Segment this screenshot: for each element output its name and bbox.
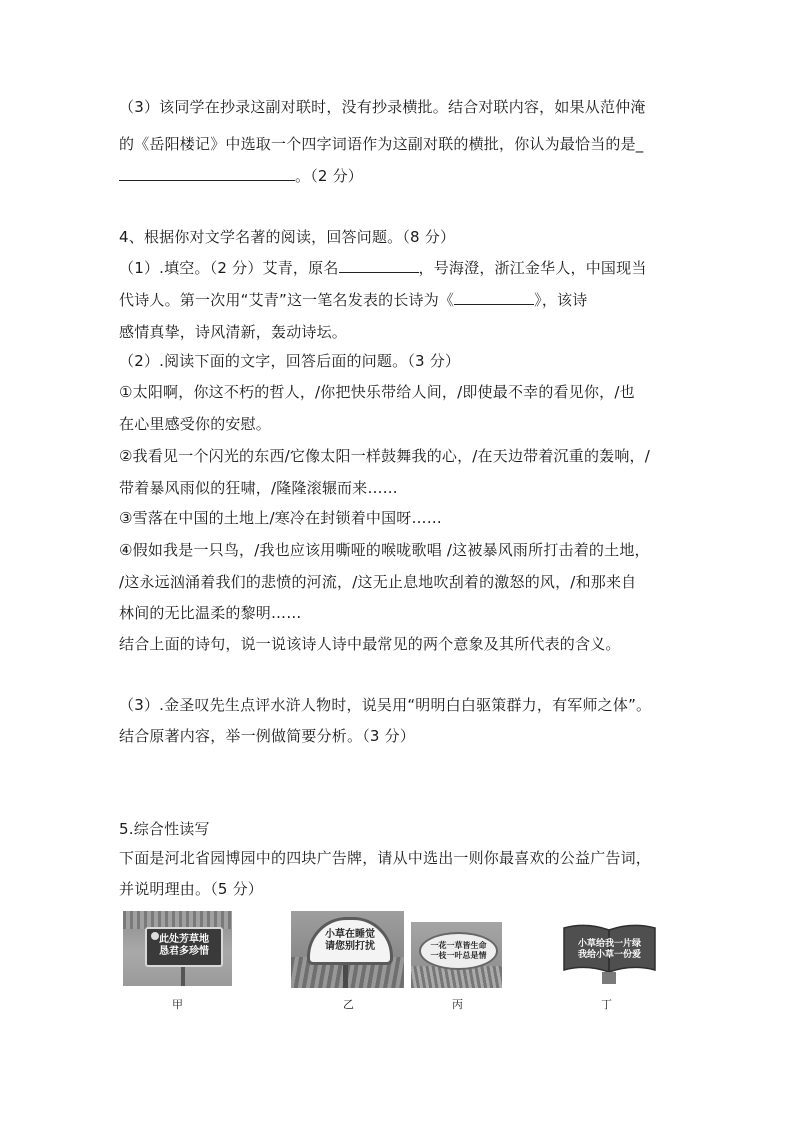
sign-jia-caption: 甲 [172, 998, 183, 1011]
answer-blank-name[interactable] [339, 258, 419, 273]
q4-p2-question: 结合上面的诗句，说一说该诗人诗中最常见的两个意象及其所代表的含义。 [119, 635, 621, 653]
sign-ding-book [562, 922, 657, 984]
sign-jia-text2: 恳君多珍惜 [159, 946, 209, 957]
q3-part3-line3 [119, 166, 363, 186]
q4-p1-line2-a: 代诗人。第一次用“艾青”这一笔名发表的长诗为《 [119, 291, 455, 309]
q4-heading: 4、根据你对文学名著的阅读，回答问题。（8 分） [119, 228, 456, 246]
poem1-line2: 在心里感受你的安慰。 [119, 415, 272, 433]
sign-yi-photo [291, 911, 404, 988]
sign-jia-photo [123, 911, 232, 986]
sign-bing-photo [411, 922, 502, 988]
sign-yi-board [307, 917, 393, 965]
q4-p2-heading: （2）.阅读下面的文字，回答后面的问题。（3 分） [119, 352, 461, 370]
q4-p1-line1-a: （1）.填空。（2 分）艾青，原名 [119, 259, 339, 277]
poem2-line1: ②我看见一个闪光的东西/它像太阳一样鼓舞我的心，/在天边带着沉重的轰响，/ [119, 447, 651, 465]
sign-ding-text1: 小草给我一片绿 [577, 939, 641, 949]
q4-p1-line3: 感情真挚，诗风清新，轰动诗坛。 [119, 323, 348, 341]
poem3: ③雪落在中国的土地上/寒冷在封锁着中国呀…… [119, 509, 442, 527]
sign-yi-caption: 乙 [343, 998, 354, 1011]
poem2-line2: 带着暴风雨似的狂啸，/隆隆滚辗而来…… [119, 479, 398, 497]
sign-yi-text1: 小草在睡觉 [325, 929, 375, 940]
q4-p1-line2-b: 》，该诗 [534, 291, 588, 309]
q5-heading: 5.综合性读写 [119, 820, 210, 838]
q5-line1: 下面是河北省园博园中的四块广告牌，请从中选出一则你最喜欢的公益广告词， [119, 849, 652, 867]
q5-line2: 并说明理由。（5 分） [119, 880, 264, 898]
q4-p3-line2: 结合原著内容，举一例做简要分析。（3 分） [119, 727, 416, 745]
poem4-line2: /这永远汹涌着我们的悲愤的河流，/这无止息地吹刮着的激怒的风，/和那来自 [119, 573, 637, 591]
q3-part3-points: 。（2 分） [295, 167, 364, 185]
q3-part3-line1: （3）该同学在抄录这副对联时，没有抄录横批。结合对联内容，如果从范仲淹 [119, 98, 646, 116]
sign-bing-board [419, 932, 498, 970]
sign-bing-text2: 一枝一叶总是情 [430, 950, 487, 960]
sign-ding-text2: 我给小草一份爱 [577, 950, 641, 960]
poem4-line3: 林间的无比温柔的黎明…… [119, 604, 302, 622]
q4-p3-line1: （3）.金圣叹先生点评水浒人物时，说吴用“明明白白驱策群力，有军师之体”。 [119, 696, 652, 714]
q4-p1-line1 [119, 258, 647, 278]
q4-p1-line1-b: ，号海澄，浙江金华人，中国现当 [418, 259, 647, 277]
q3-part3-line2: 的《岳阳楼记》中选取一个四字词语作为这副对联的横批，你认为最恰当的是_ [119, 135, 644, 153]
poem1-line1: ①太阳啊，你这不朽的哲人，/你把快乐带给人间，/即使最不幸的看见你，/也 [119, 383, 635, 401]
q4-p1-line2 [119, 290, 587, 310]
sign-jia-board [145, 927, 223, 967]
sign-bing-caption: 丙 [452, 998, 463, 1011]
answer-blank[interactable] [119, 166, 295, 181]
sign-yi-text2: 请您别打扰 [325, 941, 375, 952]
sign-jia-text1: 此处芳草地 [159, 934, 209, 945]
sign-bing-text1: 一花一草皆生命 [430, 940, 487, 950]
sign-ding-caption: 丁 [601, 998, 612, 1011]
poem4-line1: ④假如我是一只鸟，/我也应该用嘶哑的喉咙歌唱 /这被暴风雨所打击着的土地， [119, 541, 650, 559]
answer-blank-poem[interactable] [454, 290, 534, 305]
